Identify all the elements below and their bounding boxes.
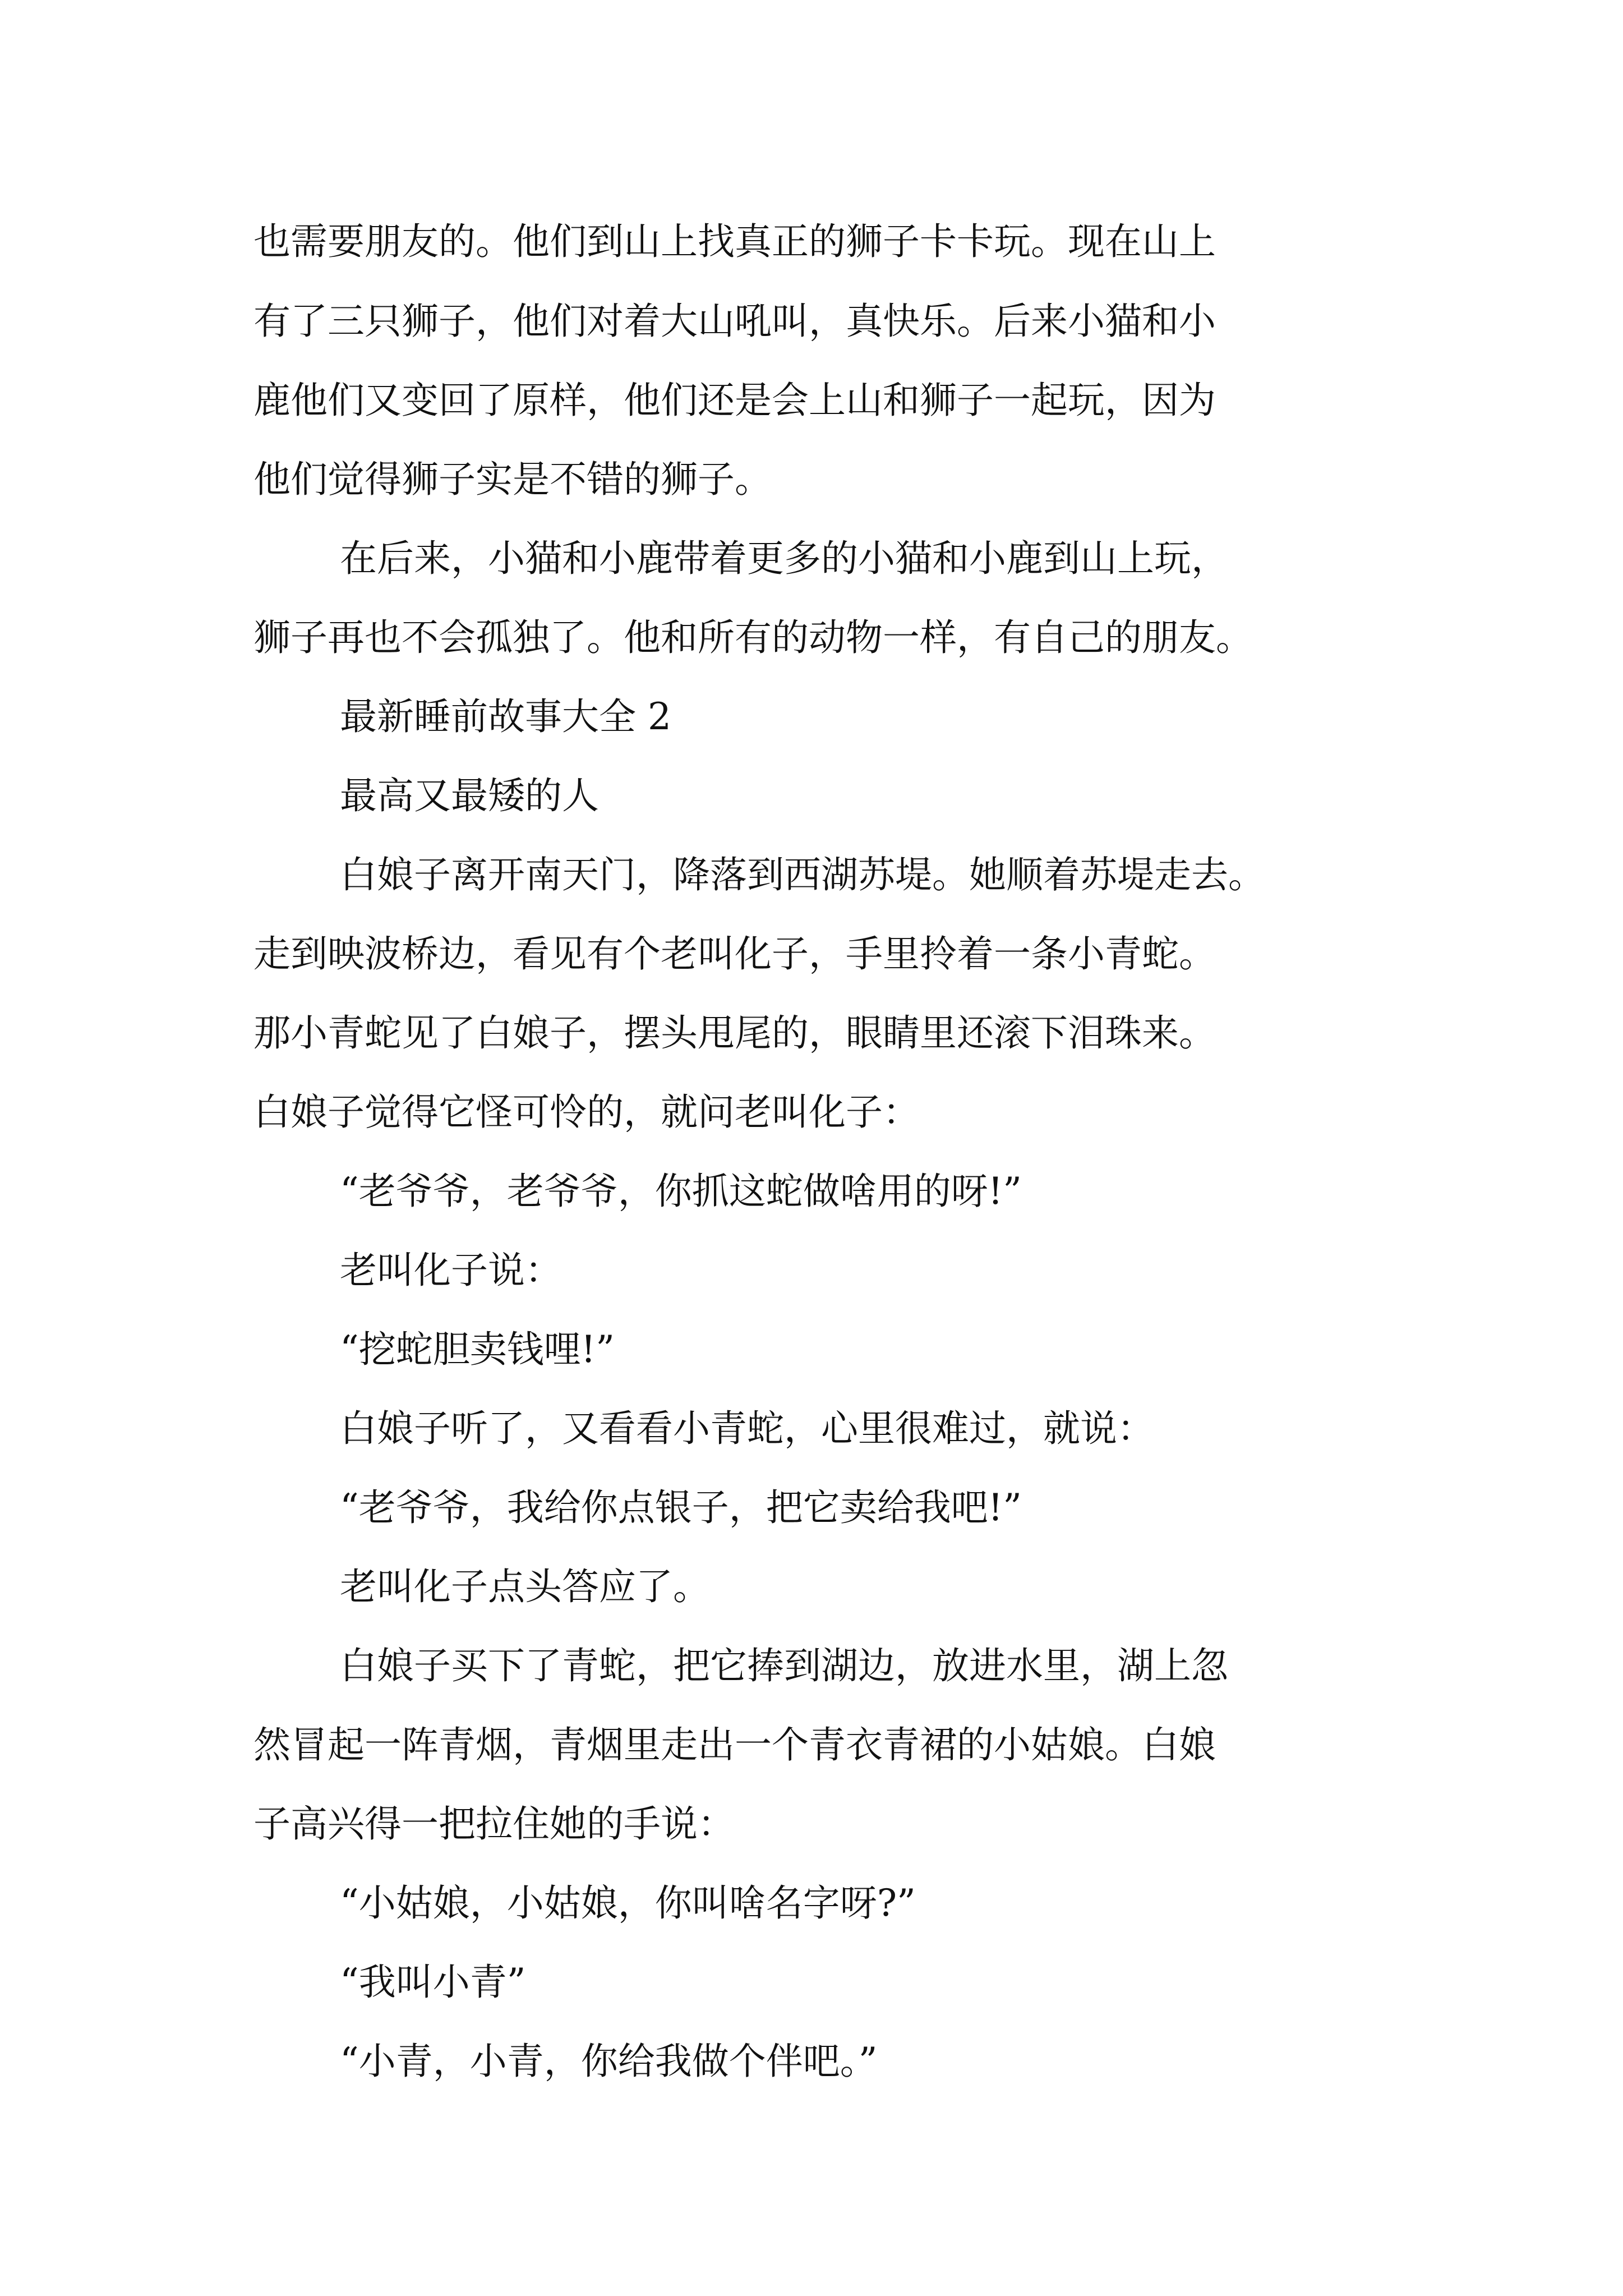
text-line: 然冒起一阵青烟，青烟里走出一个青衣青裙的小姑娘。白娘 bbox=[253, 1723, 1216, 1766]
text-line: 白娘子离开南天门，降落到西湖苏堤。她顺着苏堤走去。 bbox=[340, 853, 1265, 896]
text-line: 他们觉得狮子实是不错的狮子。 bbox=[253, 458, 772, 501]
text-line: 白娘子听了，又看看小青蛇，心里很难过，就说： bbox=[340, 1407, 1154, 1450]
text-line: “我叫小青” bbox=[340, 1961, 526, 2004]
text-line: 白娘子觉得它怪可怜的，就问老叫化子： bbox=[253, 1091, 920, 1134]
text-line: 狮子再也不会孤独了。他和所有的动物一样，有自己的朋友。 bbox=[253, 616, 1253, 659]
text-line: 子高兴得一把拉住她的手说： bbox=[253, 1802, 735, 1846]
text-line: 鹿他们又变回了原样，他们还是会上山和狮子一起玩，因为 bbox=[253, 379, 1216, 422]
text-line: “老爷爷，我给你点银子，把它卖给我吧!” bbox=[340, 1486, 1022, 1529]
section-heading: 最新睡前故事大全 2 bbox=[340, 695, 671, 738]
text-line: “挖蛇胆卖钱哩!” bbox=[340, 1328, 615, 1371]
text-line: 在后来，小猫和小鹿带着更多的小猫和小鹿到山上玩， bbox=[340, 537, 1228, 580]
text-line: 老叫化子点头答应了。 bbox=[340, 1565, 710, 1608]
text-line: “小姑娘，小姑娘，你叫啥名字呀?” bbox=[340, 1881, 916, 1925]
text-line: “小青，小青，你给我做个伴吧。” bbox=[340, 2040, 878, 2083]
text-line: 白娘子买下了青蛇，把它捧到湖边，放进水里，湖上忽 bbox=[340, 1644, 1228, 1687]
text-line: 有了三只狮子，他们对着大山吼叫，真快乐。后来小猫和小 bbox=[253, 300, 1216, 343]
text-line: 走到映波桥边，看见有个老叫化子，手里拎着一条小青蛇。 bbox=[253, 932, 1216, 976]
text-line: 那小青蛇见了白娘子，摆头甩尾的，眼睛里还滚下泪珠来。 bbox=[253, 1011, 1216, 1055]
story-title: 最高又最矮的人 bbox=[340, 774, 599, 817]
text-line: “老爷爷，老爷爷，你抓这蛇做啥用的呀!” bbox=[340, 1170, 1022, 1213]
text-line: 老叫化子说： bbox=[340, 1249, 562, 1292]
text-line: 也需要朋友的。他们到山上找真正的狮子卡卡玩。现在山上 bbox=[253, 220, 1216, 263]
